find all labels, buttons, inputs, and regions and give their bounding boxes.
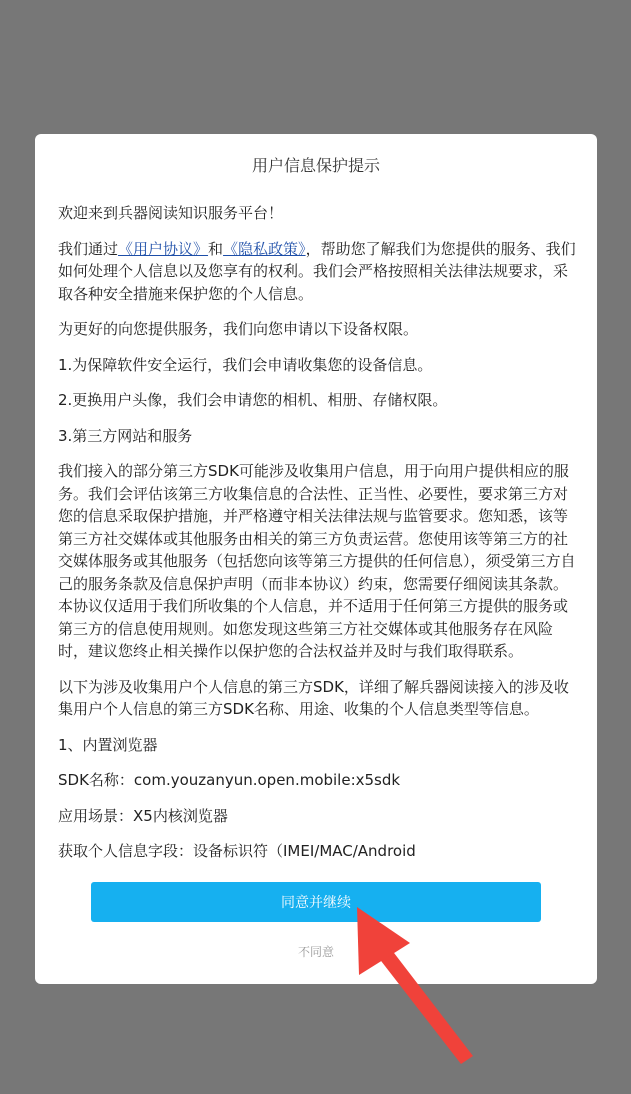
dialog-title: 用户信息保护提示 <box>251 156 380 175</box>
sdk-usage: 应用场景：X5内核浏览器 <box>58 806 228 825</box>
permission-item-device: 1.为保障软件安全运行，我们会申请收集您的设备信息。 <box>58 355 433 374</box>
user-agreement-link[interactable]: 《用户协议》 <box>118 239 209 258</box>
sdk-intro-paragraph: 以下为涉及收集用户个人信息的第三方SDK，详细了解兵器阅读接入的涉及收集用户个人信息的第三方SDK名称、用途、收集的个人信息类型等信息。 <box>58 677 569 718</box>
intro-paragraph <box>58 238 578 306</box>
intro-suffix: ，帮助您了解我们为您提供的服务、我们如何处理个人信息以及您享有的权利。我们会严格按照相关法律法规要求，采取各种安全措施来保护您的个人信息。 <box>58 239 576 303</box>
agree-continue-button[interactable]: 同意并继续 <box>91 882 541 922</box>
intro-prefix: 我们通过 <box>58 239 119 258</box>
permissions-intro: 为更好的向您提供服务，我们向您申请以下设备权限。 <box>58 320 419 338</box>
third-party-heading: 3.第三方网站和服务 <box>58 426 193 445</box>
sdk-name: SDK名称：com.youzanyun.open.mobile:x5sdk <box>58 771 401 789</box>
sdk-section-heading: 1、内置浏览器 <box>58 735 158 754</box>
sdk-fields: 获取个人信息字段：设备标识符（IMEI/MAC/Android <box>58 842 416 858</box>
user-privacy-dialog <box>35 134 597 984</box>
permission-item-camera: 2.更换用户头像，我们会申请您的相机、相册、存储权限。 <box>58 391 448 409</box>
dialog-content[interactable] <box>58 202 578 858</box>
welcome-text: 欢迎来到兵器阅读知识服务平台！ <box>58 204 284 222</box>
privacy-policy-link[interactable]: 《隐私政策》 <box>223 239 306 258</box>
disagree-button[interactable]: 不同意 <box>297 945 334 959</box>
intro-and: 和 <box>208 239 224 258</box>
third-party-paragraph: 我们接入的部分第三方SDK可能涉及收集用户信息，用于向用户提供相应的服务。我们会评估该第三方收集信息的合法性、正当性、必要性，要求第三方对您的信息采取保护措施，并严格遵守相关法律法规与监管要求。您知悉，该等第三方社交媒体或其他服务由相关的第三方负责运营。您使用该等第三方的社交媒体服务或其他服务（包括您向该等第三方提供的任何信息），须受第三方自己的服务条款及信息保护声明（而非本协议）约束，您需要仔细阅读其条款。本协议仅适用于我们所收集的个人信息，并不适用于任何第三方提供的服务或第三方的信息使用规则。如您发现这些第三方社交媒体或其他服务存在风险时，建议您终止相关操作以保护您的合法权益并及时与我们取得联系。 <box>58 462 576 660</box>
